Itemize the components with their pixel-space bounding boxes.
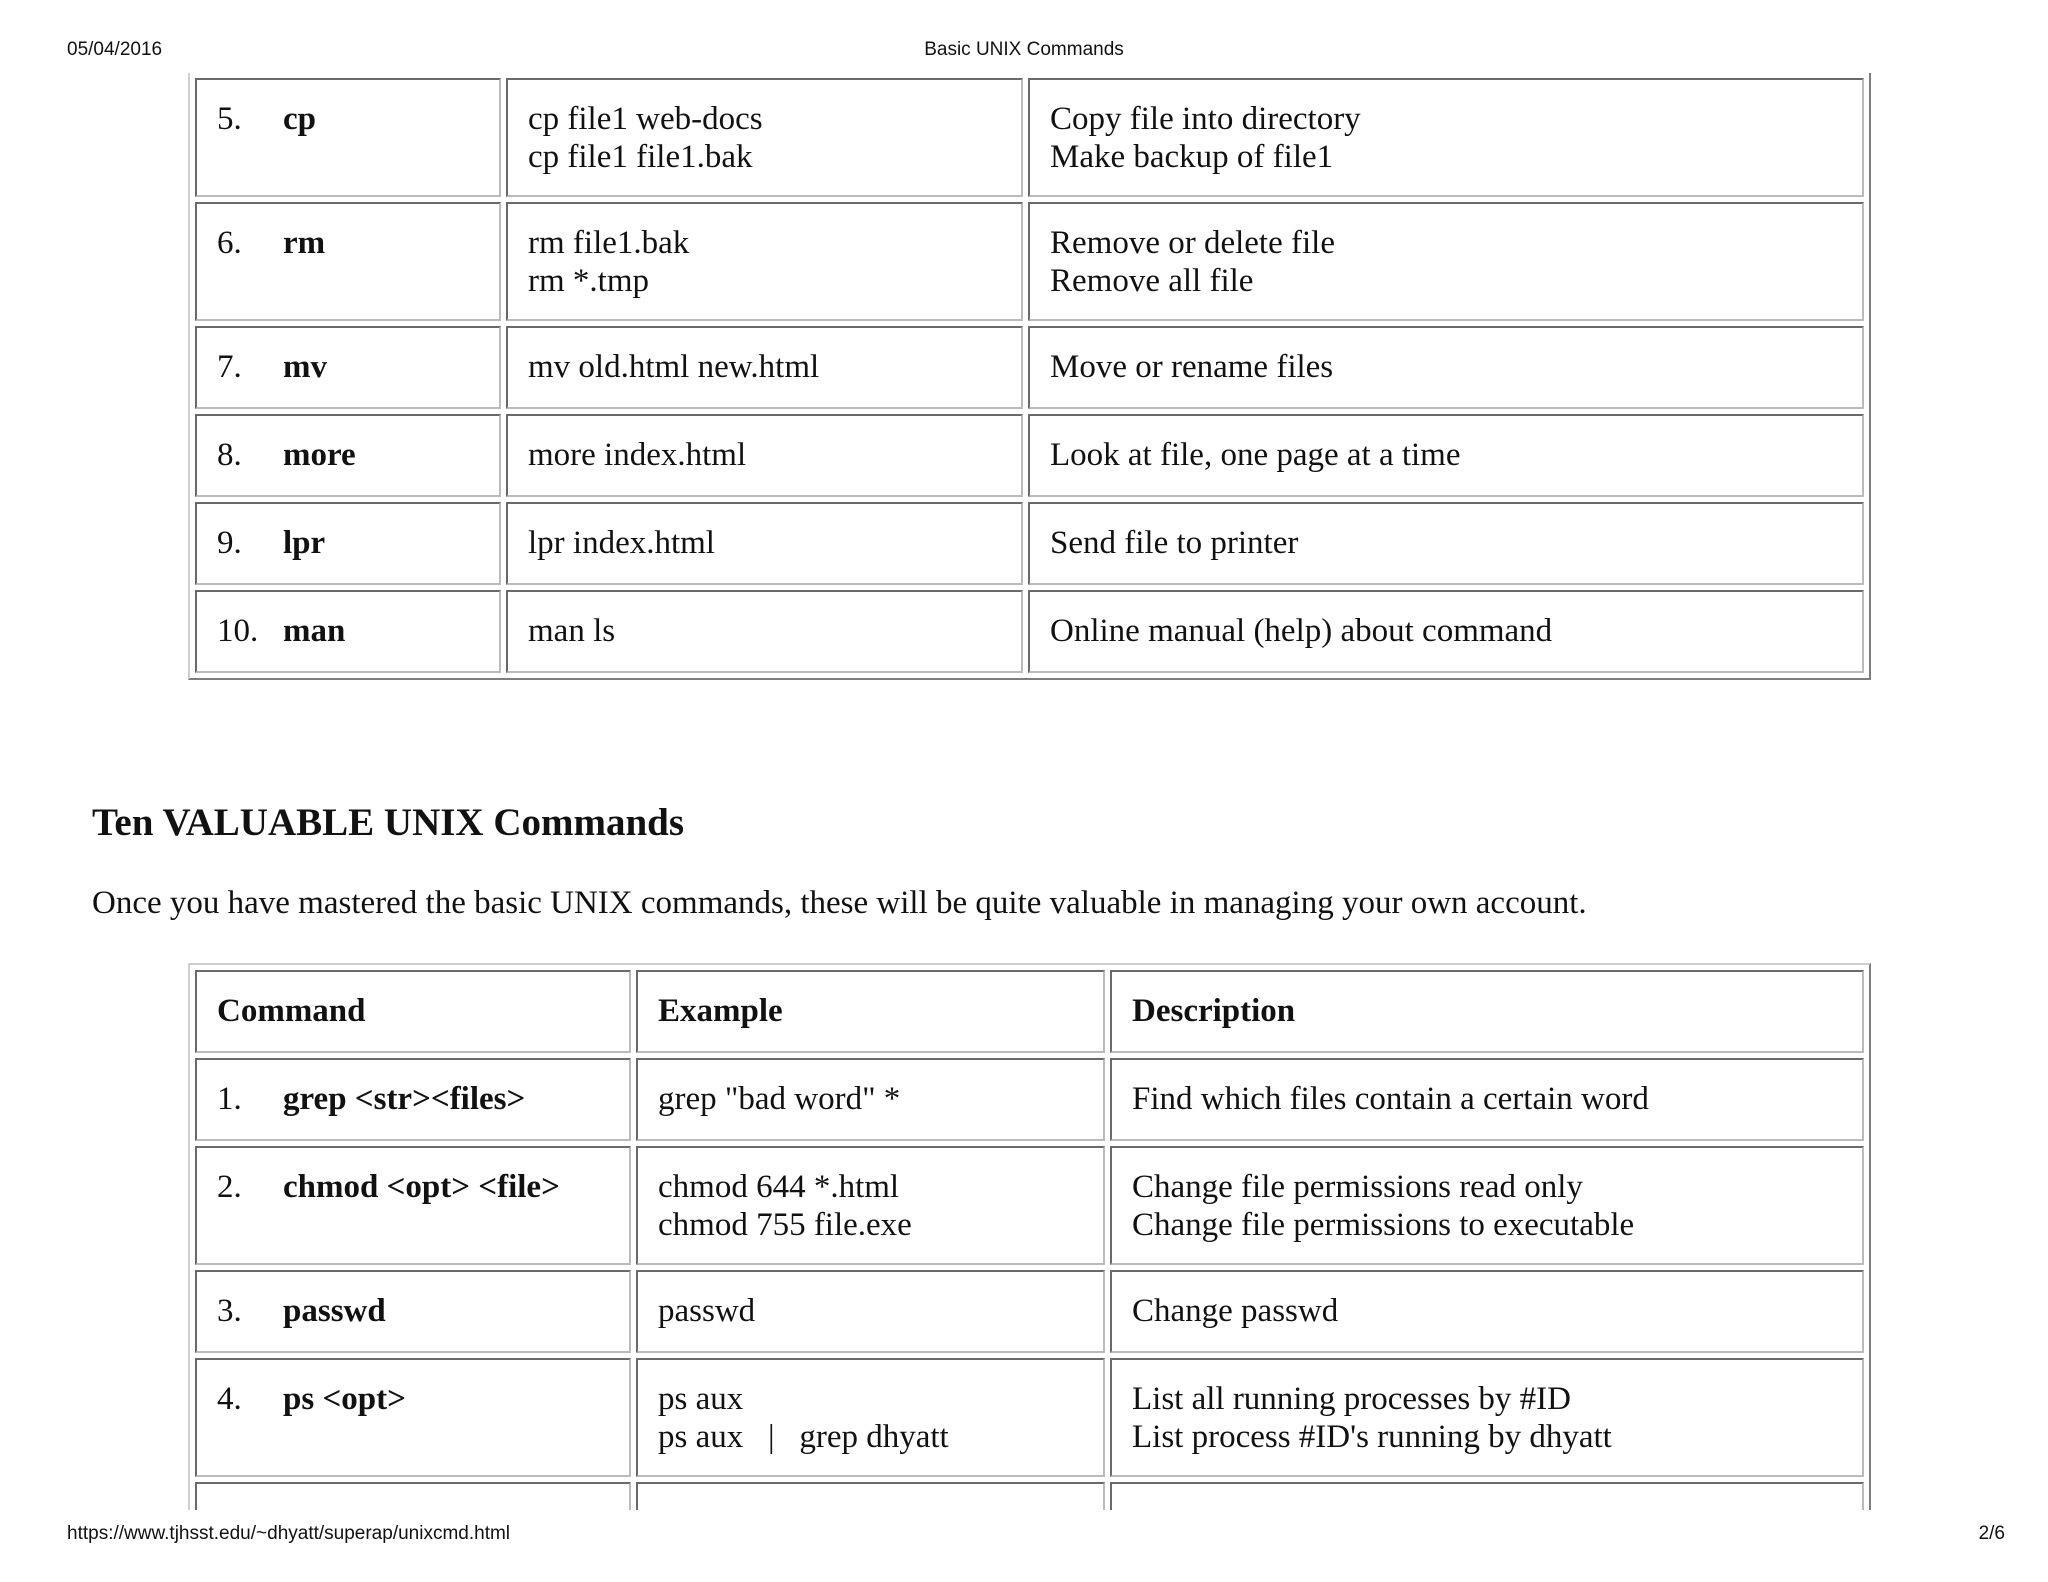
- description-cell: [1028, 78, 1864, 197]
- table-row: [195, 1270, 1864, 1353]
- empty-cell: [636, 1482, 1105, 1510]
- example-line: chmod 644 *.html: [658, 1169, 900, 1205]
- description-cell: [1028, 414, 1864, 497]
- description-line: Move or rename files: [1050, 349, 1334, 385]
- example-cell: [506, 414, 1023, 497]
- example-line: ps aux: [658, 1381, 744, 1417]
- description-cell: [1110, 1058, 1864, 1141]
- row-number: 3.: [217, 1293, 242, 1329]
- command-name: cp: [283, 101, 316, 137]
- example-cell: [506, 502, 1023, 585]
- description-cell: [1110, 1358, 1864, 1477]
- example-line: ps aux | grep dhyatt: [658, 1419, 949, 1455]
- section-intro: Once you have mastered the basic UNIX commands, these will be quite valuable in managing your own account.: [92, 885, 1587, 921]
- description-line: Send file to printer: [1050, 525, 1299, 561]
- command-name: mv: [283, 349, 327, 385]
- command-cell: [195, 326, 501, 409]
- description-line: Change file permissions to executable: [1132, 1207, 1635, 1243]
- command-cell: [195, 502, 501, 585]
- command-name: grep <str><files>: [283, 1081, 526, 1117]
- description-line: Look at file, one page at a time: [1050, 437, 1461, 473]
- row-number: 2.: [217, 1169, 242, 1205]
- table-row: [195, 1146, 1864, 1265]
- table-header-row: [195, 970, 1864, 1053]
- table-row-cut-off: [195, 1482, 1864, 1510]
- example-cell: [636, 1058, 1105, 1141]
- table-row: [195, 1058, 1864, 1141]
- command-cell: [195, 414, 501, 497]
- description-cell: [1028, 326, 1864, 409]
- print-url: https://www.tjhsst.edu/~dhyatt/superap/unixcmd.html: [67, 1523, 511, 1544]
- basic-commands-table: [188, 73, 1871, 680]
- row-number: 6.: [217, 225, 242, 261]
- row-number: 7.: [217, 349, 242, 385]
- table-row: [195, 326, 1864, 409]
- description-line: Remove or delete file: [1050, 225, 1335, 261]
- column-header-description: Description: [1110, 970, 1864, 1053]
- empty-cell: [195, 1482, 631, 1510]
- row-number: 8.: [217, 437, 242, 473]
- example-line: grep "bad word" *: [658, 1081, 901, 1117]
- description-line: Remove all file: [1050, 263, 1254, 299]
- command-cell: [195, 590, 501, 673]
- command-name: chmod <opt> <file>: [283, 1169, 560, 1205]
- command-name: rm: [283, 225, 326, 261]
- section-heading: Ten VALUABLE UNIX Commands: [92, 801, 685, 844]
- example-line: cp file1 web-docs: [528, 101, 763, 137]
- example-cell: [506, 326, 1023, 409]
- description-cell: [1110, 1146, 1864, 1265]
- column-header-example: Example: [636, 970, 1105, 1053]
- valuable-commands-table-viewport: [180, 961, 1880, 1510]
- table-row: [195, 502, 1864, 585]
- command-cell: [195, 1358, 631, 1477]
- example-line: rm *.tmp: [528, 263, 649, 299]
- empty-cell: [1110, 1482, 1864, 1510]
- description-line: Find which files contain a certain word: [1132, 1081, 1649, 1117]
- row-number: 4.: [217, 1381, 242, 1417]
- command-name: ps <opt>: [283, 1381, 406, 1417]
- description-line: List process #ID's running by dhyatt: [1132, 1419, 1612, 1455]
- table-row: [195, 202, 1864, 321]
- example-line: man ls: [528, 613, 616, 649]
- example-line: mv old.html new.html: [528, 349, 820, 385]
- example-cell: [636, 1270, 1105, 1353]
- command-cell: [195, 1058, 631, 1141]
- command-name: man: [283, 613, 346, 649]
- description-line: List all running processes by #ID: [1132, 1381, 1572, 1417]
- table-row: [195, 414, 1864, 497]
- description-line: Online manual (help) about command: [1050, 613, 1553, 649]
- example-cell: [506, 590, 1023, 673]
- example-line: cp file1 file1.bak: [528, 139, 753, 175]
- example-cell: [506, 78, 1023, 197]
- table-row: [195, 78, 1864, 197]
- row-number: 1.: [217, 1081, 242, 1117]
- print-title: Basic UNIX Commands: [924, 39, 1124, 60]
- command-name: lpr: [283, 525, 326, 561]
- description-cell: [1110, 1270, 1864, 1353]
- command-name: more: [283, 437, 356, 473]
- example-cell: [636, 1358, 1105, 1477]
- example-cell: [636, 1146, 1105, 1265]
- table-row: [195, 1358, 1864, 1477]
- description-cell: [1028, 202, 1864, 321]
- description-line: Change file permissions read only: [1132, 1169, 1583, 1205]
- example-line: more index.html: [528, 437, 747, 473]
- example-line: rm file1.bak: [528, 225, 690, 261]
- valuable-commands-table: [188, 963, 1871, 1510]
- description-line: Make backup of file1: [1050, 139, 1334, 175]
- example-line: lpr index.html: [528, 525, 715, 561]
- row-number: 10.: [217, 613, 259, 649]
- command-cell: [195, 78, 501, 197]
- command-cell: [195, 1270, 631, 1353]
- description-line: Change passwd: [1132, 1293, 1339, 1329]
- row-number: 5.: [217, 101, 242, 137]
- print-date: 05/04/2016: [67, 39, 163, 60]
- table-row: [195, 590, 1864, 673]
- command-name: passwd: [283, 1293, 386, 1329]
- description-line: Copy file into directory: [1050, 101, 1361, 137]
- row-number: 9.: [217, 525, 242, 561]
- print-page-number: 2/6: [1978, 1523, 2005, 1544]
- command-cell: [195, 202, 501, 321]
- description-cell: [1028, 590, 1864, 673]
- command-cell: [195, 1146, 631, 1265]
- description-cell: [1028, 502, 1864, 585]
- column-header-command: Command: [195, 970, 631, 1053]
- example-line: chmod 755 file.exe: [658, 1207, 912, 1243]
- example-line: passwd: [658, 1293, 756, 1329]
- example-cell: [506, 202, 1023, 321]
